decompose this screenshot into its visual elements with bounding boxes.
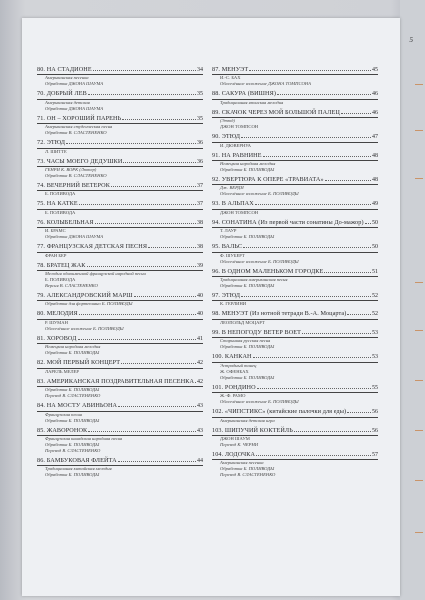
entry-title: МЕНУЭТ — [221, 66, 249, 73]
dot-leader — [93, 70, 196, 71]
toc-entry-line — [37, 457, 203, 466]
entry-page-number: 42 — [197, 378, 203, 385]
entry-title: «ЧИПСТИКС» (китайские палочки для еды) — [224, 408, 347, 416]
toc-entry-line — [212, 427, 378, 436]
entry-credit: Обработка Б. ПОЛИВОДЫ — [220, 466, 275, 472]
dot-leader — [111, 186, 196, 187]
entry-page-number: 57 — [372, 451, 378, 458]
entry-number: 75. — [37, 200, 47, 208]
toc-entry-line — [212, 109, 378, 118]
toc-entry-line — [37, 378, 203, 387]
entry-number: 94. — [212, 218, 222, 226]
entry-page-number: 44 — [197, 457, 203, 464]
entry-credit: Обработка ДЖОНА ШАУМА — [45, 234, 104, 240]
toc-entry-line — [212, 329, 378, 338]
entry-number: 95. — [212, 243, 222, 251]
entry-credit: (Этюд) — [220, 118, 235, 124]
toc-entry — [212, 66, 378, 87]
toc-entry — [212, 310, 378, 325]
entry-credit: Облегчённое изложение Б. ПОЛИВОДЫ — [220, 399, 299, 405]
entry-credit: Б. ПОЛИВОДА — [45, 191, 76, 197]
toc-entry-line — [37, 66, 203, 75]
entry-page-number: 34 — [197, 67, 203, 73]
toc-right-column — [212, 66, 378, 481]
dot-leader — [118, 406, 196, 407]
entry-title: ФРАНЦУЗСКАЯ ДЕТСКАЯ ПЕСНЯ — [46, 243, 148, 251]
toc-entry — [37, 292, 203, 307]
toc-entry — [212, 329, 378, 350]
toc-entry-line — [37, 182, 203, 191]
toc-entry — [37, 262, 203, 289]
entry-number: 92. — [212, 176, 222, 184]
entry-number: 84. — [37, 402, 47, 410]
entry-credit: Перевод В. СЛАСТЕНЕНКО — [45, 393, 101, 399]
entry-title: КОЛЫБЕЛЬНАЯ — [46, 218, 94, 226]
entry-title: РОНДИНО — [224, 383, 256, 391]
entry-credit: Облегчённое изложение ДЖОНА ТОМПСОНА — [220, 81, 311, 87]
entry-page-number: 37 — [197, 201, 203, 208]
page-number: 5 — [409, 36, 413, 44]
entry-number: 87. — [212, 66, 222, 73]
entry-page-number: 48 — [372, 152, 378, 159]
entry-page-number: 55 — [372, 384, 378, 391]
entry-number: 74. — [37, 182, 47, 190]
toc-entry — [212, 353, 378, 380]
dot-leader — [324, 272, 371, 273]
dot-leader — [66, 143, 196, 144]
entry-number: 90. — [212, 133, 222, 141]
entry-credit: Б. ПОЛИВОДА — [45, 209, 76, 215]
entry-number: 73. — [37, 157, 47, 165]
dot-leader — [122, 119, 196, 120]
dot-leader — [118, 461, 196, 462]
entry-credit: Р. ШУМАН — [45, 319, 68, 325]
toc-entry-line — [212, 353, 378, 362]
toc-entry — [37, 219, 203, 240]
toc-entry-line — [37, 335, 203, 344]
entry-credit: Т. ЛАУР — [220, 228, 237, 234]
entry-number: 83. — [37, 377, 47, 385]
toc-entry-line — [212, 66, 378, 75]
toc-entry — [212, 292, 378, 307]
dot-leader — [277, 94, 371, 95]
toc-entry — [212, 427, 378, 448]
entry-title: ЖАВОРОНОК — [46, 426, 88, 434]
entry-number: 89. — [212, 108, 222, 116]
entry-number: 103. — [212, 426, 225, 434]
toc-entry-line — [212, 219, 378, 228]
entry-credit: Обработка Б. ПОЛИВОДЫ — [45, 350, 100, 356]
dot-leader — [121, 363, 196, 364]
entry-credit: Традиционная американская песня — [220, 277, 288, 283]
entry-title: СКАЧОК ЧЕРЕЗ МОЙ БОЛЬШОЙ ПАЛЕЦ — [221, 108, 340, 116]
entry-title: АЛЕКСАНДРОВСКИЙ МАРШ — [46, 292, 133, 300]
entry-title: БРАТЕЦ ЖАК — [46, 261, 86, 269]
toc-entry-line — [37, 402, 203, 411]
toc-entry — [37, 243, 203, 258]
toc-entry — [37, 182, 203, 197]
entry-credit: И. ДЮВЕРНУА — [220, 142, 251, 148]
entry-credit: Немецкая народная мелодия — [220, 161, 276, 167]
entry-page-number: 56 — [372, 409, 378, 416]
entry-number: 91. — [212, 151, 222, 159]
toc-entry — [37, 427, 203, 454]
entry-title: ВЕЧЕРНИЙ ВЕТЕРОК — [46, 182, 110, 190]
entry-credit: ГЕНРИ К. ВОРК (Лютер) — [45, 167, 97, 173]
entry-credit: Обработка Б. ПОЛИВОДЫ — [45, 417, 100, 423]
dot-leader — [123, 162, 196, 163]
toc-entry-line — [37, 243, 203, 252]
entry-page-number: 36 — [197, 140, 203, 147]
entry-credit: Перевод В. СЛАСТЕНЕНКО — [220, 472, 276, 478]
toc-entry — [37, 402, 203, 423]
entry-number: 70. — [37, 90, 47, 98]
dot-leader — [294, 431, 371, 432]
toc-entry — [37, 457, 203, 478]
toc-entry — [37, 359, 203, 374]
toc-entry — [37, 310, 203, 331]
toc-entry-line — [37, 200, 203, 209]
entry-page-number: 49 — [372, 201, 378, 208]
entry-credit: ЛЕОПОЛЬД МОЦАРТ — [220, 319, 265, 325]
toc-entry — [212, 90, 378, 105]
entry-title: НА СТАДИОНЕ — [46, 66, 92, 73]
entry-number: 101. — [212, 383, 225, 391]
dot-leader — [87, 266, 196, 267]
toc-entry — [212, 109, 378, 130]
dot-leader — [255, 204, 371, 205]
entry-credit: Обработка Б. ПОЛИВОДЫ — [45, 472, 100, 478]
entry-credit: Ф. ШУБЕРТ — [220, 252, 245, 258]
toc-left-column — [37, 66, 203, 481]
entry-credit: К. ГЕРЛИНИ — [220, 301, 247, 307]
entry-page-number: 53 — [372, 329, 378, 336]
toc-entry — [37, 115, 203, 136]
entry-title: АМЕРИКАНСКАЯ ПОЗДРАВИТЕЛЬНАЯ ПЕСЕНКА — [46, 377, 195, 385]
dot-leader — [78, 339, 196, 340]
dot-leader — [88, 94, 196, 95]
toc-entry-line — [212, 408, 378, 417]
dot-leader — [241, 296, 371, 297]
entry-title: ОН – ХОРОШИЙ ПАРЕНЬ — [46, 114, 122, 122]
entry-number: 80. — [37, 310, 47, 318]
entry-title: МЕЛОДИЯ — [46, 310, 78, 318]
entry-credit: Обработка ДЖОНА ШАУМА — [45, 105, 104, 111]
entry-title: БАМБУКОВАЯ ФЛЕЙТА — [46, 456, 117, 464]
entry-credit: Дж. ВЕРДИ — [220, 185, 244, 191]
entry-credit: Версия В. СЛАСТЕНЕНКО — [45, 283, 98, 289]
toc-entry-line — [212, 292, 378, 301]
toc-entry — [37, 378, 203, 399]
entry-title: В НЕПОГОДУ ВЕТЕР ВОЕТ — [221, 328, 302, 336]
entry-title: СОНАТИНА (Из первой части сонатины До-мажор) — [221, 218, 364, 226]
entry-page-number: 36 — [197, 158, 203, 165]
entry-credit: Обработка В. СЛАСТЕНЕНКО — [45, 173, 107, 179]
entry-page-number: 56 — [372, 427, 378, 434]
entry-title: ЛОДОЧКА — [224, 450, 256, 458]
entry-credit: Французская песня — [45, 411, 82, 417]
toc-entry-line — [212, 243, 378, 252]
toc-entry — [37, 90, 203, 111]
entry-page-number: 37 — [197, 183, 203, 190]
dot-leader — [241, 137, 371, 138]
entry-credit: Обработка Б. ПОЛИВОДЫ — [220, 374, 275, 380]
entry-title: ЭТЮД — [221, 292, 241, 300]
toc-entry — [37, 200, 203, 215]
entry-page-number: 43 — [197, 403, 203, 410]
entry-number: 79. — [37, 292, 47, 300]
toc-entry-line — [37, 115, 203, 124]
entry-credit: Старинная русская песня — [220, 338, 271, 344]
entry-credit: Немецкая народная мелодия — [45, 344, 101, 350]
entry-credit: Французская канадская народная песня — [45, 435, 123, 441]
toc-entry — [212, 176, 378, 197]
entry-credit: Американская детская — [45, 99, 90, 105]
toc-entry — [212, 200, 378, 215]
entry-credit: Мелодия одноименной французской народной песни — [45, 271, 146, 277]
entry-number: 77. — [37, 243, 47, 251]
toc-entry — [37, 139, 203, 154]
toc-entry — [37, 158, 203, 179]
entry-number: 102. — [212, 408, 225, 416]
entry-number: 93. — [212, 200, 222, 208]
entry-credit: Обработка для фортепиано Б. ПОЛИВОДЫ — [45, 301, 133, 307]
entry-number: 99. — [212, 328, 222, 336]
entry-title: НА МОСТУ АВИНЬОНА — [46, 402, 118, 410]
entry-page-number: 46 — [372, 109, 378, 116]
entry-title: САКУРА (ВИШНЯ) — [221, 90, 276, 98]
entry-number: 88. — [212, 90, 222, 98]
entry-credit: Обработка Б. ПОЛИВОДЫ — [45, 441, 100, 447]
toc-entry-line — [212, 451, 378, 460]
entry-number: 76. — [37, 218, 47, 226]
dot-leader — [347, 314, 371, 315]
toc-entry — [37, 335, 203, 356]
dot-leader — [79, 314, 196, 315]
entry-page-number: 38 — [197, 244, 203, 251]
toc-entry-line — [37, 359, 203, 368]
entry-credit: ФРАН БЕР — [45, 252, 67, 258]
toc-entry-line — [37, 219, 203, 228]
entry-page-number: 35 — [197, 115, 203, 122]
toc-entry — [212, 268, 378, 289]
toc-entry — [212, 243, 378, 264]
dot-leader — [243, 247, 371, 248]
entry-credit: Ж. ОФЕНБАХ — [220, 368, 249, 374]
entry-number: 80. — [37, 66, 47, 73]
entry-title: ШИПУЧИЙ КОКТЕЙЛЬ — [224, 426, 293, 434]
entry-credit: Обработка Б. ПОЛИВОДЫ — [45, 387, 100, 393]
dot-leader — [365, 223, 371, 224]
entry-title: НА КАТКЕ — [46, 200, 78, 208]
dot-leader — [249, 70, 371, 71]
entry-page-number: 51 — [372, 268, 378, 275]
entry-page-number: 45 — [372, 67, 378, 73]
entry-credit: ДЖОН ШАУМ — [220, 435, 250, 441]
toc-entry — [212, 219, 378, 240]
entry-credit: Л. ШИТТЕ — [45, 148, 67, 154]
dot-leader — [263, 156, 371, 157]
entry-number: 85. — [37, 426, 47, 434]
dot-leader — [195, 382, 196, 383]
toc-entry-line — [212, 90, 378, 99]
entry-page-number: 38 — [197, 219, 203, 226]
entry-page-number: 50 — [372, 219, 378, 226]
entry-title: В АЛЬПАХ — [221, 200, 254, 208]
entry-credit: Обработка ДЖОНА ШАУМА — [45, 81, 104, 87]
toc-entry-line — [212, 176, 378, 185]
toc-entry-line — [212, 268, 378, 277]
entry-credit: Традиционная японская мелодия — [220, 99, 284, 105]
toc-entry-line — [212, 152, 378, 161]
entry-credit: Б. ПОЛИВОДА — [45, 277, 76, 283]
entry-credit: Обработка Б. ПОЛИВОДЫ — [220, 167, 275, 173]
dot-leader — [302, 333, 371, 334]
entry-page-number: 48 — [372, 177, 378, 184]
toc-entry-line — [212, 310, 378, 319]
dot-leader — [148, 247, 196, 248]
toc-entry-line — [37, 427, 203, 436]
toc-entry — [212, 384, 378, 405]
entry-number: 82. — [37, 359, 47, 367]
dot-leader — [95, 223, 196, 224]
toc-entry-line — [37, 310, 203, 319]
entry-title: ЭТЮД — [46, 139, 66, 147]
entry-page-number: 41 — [197, 335, 203, 342]
toc-entry — [212, 408, 378, 423]
entry-credit: ДЖОН ТОМПСОН — [220, 124, 259, 130]
toc-entry-line — [212, 384, 378, 393]
entry-number: 97. — [212, 292, 222, 300]
entry-page-number: 43 — [197, 427, 203, 434]
entry-title: ХОРОВОД — [46, 334, 77, 342]
entry-title: ЭТЮД — [221, 133, 241, 141]
toc-entry-line — [37, 292, 203, 301]
entry-number: 71. — [37, 114, 47, 122]
entry-number: 104. — [212, 450, 225, 458]
entry-page-number: 46 — [372, 91, 378, 98]
toc-entry — [212, 152, 378, 173]
entry-credit: Традиционная китайская мелодия — [45, 466, 112, 472]
entry-credit: Американская детская игра — [220, 417, 275, 423]
entry-title: МЕНУЭТ (Из нотной тетради В.-А. Моцарта) — [221, 310, 347, 318]
entry-credit: И. БРАМС — [45, 228, 66, 234]
entry-credit: Американская песенка — [220, 460, 264, 466]
entry-credit: Облегчённое изложение Б. ПОЛИВОДЫ — [220, 258, 299, 264]
dot-leader — [79, 204, 196, 205]
entry-credit: Перевод К. ЧЕРНИ — [220, 441, 259, 447]
toc-entry-line — [37, 90, 203, 99]
entry-title: УВЕРТЮРА К ОПЕРЕ «ТРАВИАТА» — [221, 176, 324, 184]
entry-page-number: 40 — [197, 311, 203, 318]
entry-page-number: 42 — [197, 360, 203, 367]
entry-credit: Облегчённое изложение Б. ПОЛИВОДЫ — [45, 325, 124, 331]
toc-entry-line — [37, 139, 203, 148]
entry-page-number: 47 — [372, 134, 378, 141]
entry-credit: Обработка Б. ПОЛИВОДЫ — [220, 234, 275, 240]
dot-leader — [253, 357, 371, 358]
dot-leader — [257, 388, 371, 389]
entry-credit: И.-С. БАХ — [220, 75, 241, 81]
entry-title: МОЙ ПЕРВЫЙ КОНЦЕРТ — [46, 359, 121, 367]
dot-leader — [347, 412, 371, 413]
entry-credit: Эстрадный танец — [220, 362, 257, 368]
entry-credit: Обработка Б. ПОЛИВОДЫ — [220, 283, 275, 289]
entry-number: 78. — [37, 261, 47, 269]
entry-title: ДОБРЫЙ ЛЕВ — [46, 90, 87, 98]
next-page-edge — [400, 0, 425, 600]
entry-page-number: 52 — [372, 293, 378, 300]
entry-page-number: 35 — [197, 91, 203, 98]
toc-entry — [37, 66, 203, 87]
entry-credit: Обработка Б. ПОЛИВОДЫ — [220, 344, 275, 350]
entry-title: В ОДНОМ МАЛЕНЬКОМ ГОРОДКЕ — [221, 267, 324, 275]
entry-number: 86. — [37, 456, 47, 464]
entry-number: 81. — [37, 334, 47, 342]
toc-entry — [212, 133, 378, 148]
entry-number: 96. — [212, 267, 222, 275]
dot-leader — [134, 296, 196, 297]
entry-number: 98. — [212, 310, 222, 318]
toc-entry-line — [37, 262, 203, 271]
entry-title: ВАЛЬС — [221, 243, 243, 251]
entry-title: ЧАСЫ МОЕГО ДЕДУШКИ — [46, 157, 123, 165]
entry-credit: Американская студенческая песня — [45, 124, 113, 130]
dot-leader — [341, 113, 371, 114]
entry-page-number: 39 — [197, 262, 203, 269]
entry-credit: Обработка В. СЛАСТЕНЕНКО — [45, 130, 107, 136]
entry-title: НА РАВНИНЕ — [221, 151, 262, 159]
entry-page-number: 50 — [372, 244, 378, 251]
toc-entry-line — [37, 158, 203, 167]
entry-number: 100. — [212, 353, 225, 361]
dot-leader — [88, 431, 196, 432]
entry-page-number: 40 — [197, 293, 203, 300]
entry-credit: Американская песенка — [45, 75, 89, 81]
entry-credit: ЛАРЕЛЬ МЕЛЕР — [45, 368, 79, 374]
toc-entry-line — [212, 133, 378, 142]
entry-credit: Перевод В. СЛАСТЕНЕНКО — [45, 447, 101, 453]
entry-credit: ДЖОН ТОМПСОН — [220, 209, 259, 215]
dot-leader — [325, 180, 371, 181]
entry-credit: Облегчённое изложение Б. ПОЛИВОДЫ — [220, 191, 299, 197]
entry-title: КАНКАН — [224, 353, 252, 361]
toc-entry-line — [212, 200, 378, 209]
entry-credit: Ж.-Ф. РАМО — [220, 393, 246, 399]
dot-leader — [256, 455, 371, 456]
entry-page-number: 52 — [372, 311, 378, 318]
entry-page-number: 53 — [372, 354, 378, 361]
entry-number: 72. — [37, 139, 47, 147]
toc-entry — [212, 451, 378, 478]
